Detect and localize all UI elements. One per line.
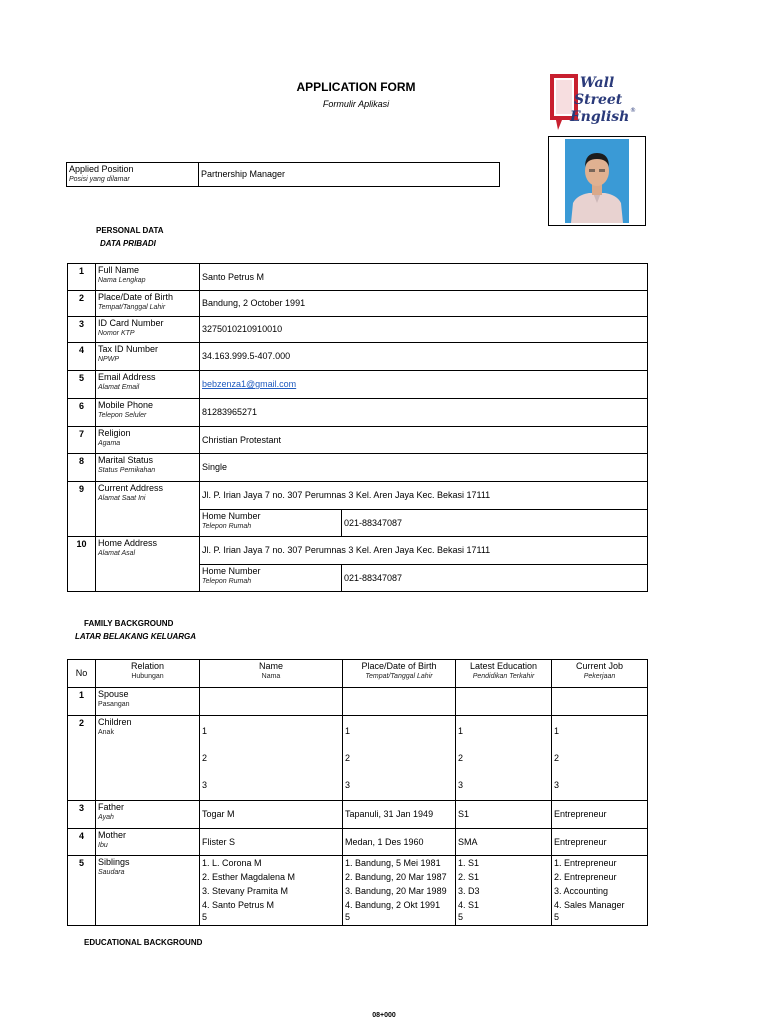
children-job[interactable] [552,716,648,801]
home-number-label-cell [200,565,342,592]
educational-background-title: EDUCATIONAL BACKGROUND [84,938,203,947]
row-sub: Pasangan [98,701,130,708]
list-item: 1 [202,726,208,736]
siblings-birth[interactable] [343,856,456,926]
marital-status-value[interactable]: Single [200,454,648,482]
row-number: 5 [68,371,96,399]
list-item: 4. Sales Manager [554,900,625,910]
header-name [200,660,343,688]
row-sub: Nama Lengkap [98,277,146,284]
header-sub: Hubungan [131,673,164,680]
row-number: 4 [68,829,96,856]
table-row [68,482,648,510]
mobile-phone-value[interactable]: 81283965271 [200,399,648,427]
personal-data-sub: DATA PRIBADI [100,239,156,248]
table-row [68,829,648,856]
row-sub: NPWP [98,356,119,363]
siblings-education[interactable] [456,856,552,926]
header-sub: Tempat/Tanggal Lahir [365,673,433,680]
birth-value[interactable]: Bandung, 2 October 1991 [200,291,648,317]
header-label: Relation [130,661,165,671]
list-item: 3 [458,780,464,790]
home-number-sub: Telepon Rumah [202,578,252,585]
row-label-cell [96,482,200,537]
religion-value[interactable]: Christian Protestant [200,427,648,454]
home-number-value[interactable]: 021-88347087 [342,565,648,592]
row-sub: Agama [98,440,121,447]
row-number: 3 [68,801,96,829]
row-number: 1 [68,688,96,716]
list-item: 2 [554,753,560,763]
row-sub: Ibu [98,842,108,849]
row-number: 4 [68,343,96,371]
row-label-cell [96,371,200,399]
logo-line-2: Street [574,92,623,108]
header-sub: Pendidikan Terkahir [472,673,535,680]
mother-job[interactable]: Entrepreneur [552,829,648,856]
table-row [68,856,648,926]
page-subtitle: Formulir Aplikasi [322,99,390,109]
table-row [68,317,648,343]
spouse-birth[interactable] [343,688,456,716]
id-card-value[interactable]: 3275010210910010 [200,317,648,343]
header-label: No [75,668,88,678]
list-item: 2 [202,753,208,763]
home-address-value[interactable]: Jl. P. Irian Jaya 7 no. 307 Perumnas 3 Kel. Aren Jaya Kec. Bekasi 17111 [200,537,648,565]
list-item: 2. Bandung, 20 Mar 1987 [345,872,447,882]
logo-line-1: Wall [580,75,615,91]
row-label-cell [96,829,200,856]
header-label: Place/Date of Birth [361,661,437,671]
list-item: 3. Accounting [554,886,609,896]
table-row [68,291,648,317]
list-item: 2. Entrepreneur [554,872,617,882]
siblings-job[interactable] [552,856,648,926]
row-number: 2 [68,716,96,801]
home-number-label: Home Number [202,566,261,576]
applied-position-box [66,162,500,187]
family-background-sub: LATAR BELAKANG KELUARGA [75,632,197,641]
row-number: 7 [68,427,96,454]
list-item: 1. S1 [458,858,480,868]
row-label: Children [98,717,132,727]
table-row [68,399,648,427]
row-sub: Telepon Seluler [98,412,147,419]
mother-education[interactable]: SMA [456,829,552,856]
list-item: 5 [345,912,351,922]
children-education[interactable] [456,716,552,801]
header-sub: Nama [261,673,281,680]
row-number: 2 [68,291,96,317]
applied-position-label-cell [67,163,199,186]
table-row [68,371,648,399]
list-item: 5 [202,912,208,922]
row-label-cell [96,801,200,829]
list-item: 1. Entrepreneur [554,858,617,868]
header-label: Name [258,661,283,671]
list-item: 4. Bandung, 2 Okt 1991 [345,900,441,910]
father-education[interactable]: S1 [456,801,552,829]
row-label-cell [96,454,200,482]
list-item: 5 [554,912,560,922]
row-label-cell [96,856,200,926]
table-row [68,343,648,371]
list-item: 3 [554,780,560,790]
row-sub: Tempat/Tanggal Lahir [98,304,166,311]
row-label-cell [96,688,200,716]
father-birth[interactable]: Tapanuli, 31 Jan 1949 [343,801,456,829]
family-background-title: FAMILY BACKGROUND [84,619,174,628]
photo-image [565,139,629,223]
row-label: Religion [98,428,131,438]
list-item: 3 [345,780,351,790]
row-label: Place/Date of Birth [98,292,174,302]
header-job [552,660,648,688]
logo-line-3: English [570,109,630,125]
spouse-job[interactable] [552,688,648,716]
mother-name[interactable]: Flister S [200,829,343,856]
row-label-cell [96,427,200,454]
list-item: 1 [345,726,351,736]
row-label-cell [96,291,200,317]
header-no [68,660,96,688]
home-number-sub: Telepon Rumah [202,523,252,530]
father-name[interactable]: Togar M [200,801,343,829]
email-cell [200,371,648,399]
email-link[interactable]: bebzenza1@gmail.com [202,379,297,389]
list-item: 3. D3 [458,886,480,896]
list-item: 3 [202,780,208,790]
applied-position-label: Applied Position [69,164,134,174]
siblings-name[interactable] [200,856,343,926]
list-item: 2. Esther Magdalena M [202,872,296,882]
row-label-cell [96,399,200,427]
row-sub: Alamat Asal [98,550,136,557]
row-label: Spouse [98,689,129,699]
table-row [68,688,648,716]
list-item: 3. Bandung, 20 Mar 1989 [345,886,447,896]
list-item: 3. Stevany Pramita M [202,886,289,896]
row-label-cell [96,264,200,291]
personal-data-table [67,263,648,592]
spouse-name[interactable] [200,688,343,716]
list-item: 2 [458,753,464,763]
row-label: Email Address [98,372,156,382]
row-number: 9 [68,482,96,537]
list-item: 1 [554,726,560,736]
row-number: 8 [68,454,96,482]
list-item: 4. S1 [458,900,480,910]
row-label-cell [96,716,200,801]
page-footer: 08+000 [372,1012,396,1019]
home-number-label-cell [200,510,342,537]
row-label-cell [96,537,200,592]
list-item: 2. S1 [458,872,480,882]
applied-position-value[interactable]: Partnership Manager [201,169,286,179]
children-name[interactable] [200,716,343,801]
row-sub: Ayah [98,814,114,821]
father-job[interactable]: Entrepreneur [552,801,648,829]
home-number-label: Home Number [202,511,261,521]
mother-birth[interactable]: Medan, 1 Des 1960 [343,829,456,856]
list-item: 2 [345,753,351,763]
wall-street-english-logo [544,70,638,134]
header-relation [96,660,200,688]
row-sub: Status Pernikahan [98,467,156,474]
row-label: Home Address [98,538,158,548]
row-sub: Nomor KTP [98,330,135,337]
row-label: Father [98,802,125,812]
list-item: 1. L. Corona M [202,858,262,868]
table-row [68,454,648,482]
row-label: Mother [98,830,127,840]
header-label: Current Job [575,661,624,671]
spouse-education[interactable] [456,688,552,716]
row-label: Tax ID Number [98,344,159,354]
table-row [68,716,648,801]
table-row [68,264,648,291]
header-label: Latest Education [469,661,538,671]
row-number: 5 [68,856,96,926]
row-label: ID Card Number [98,318,164,328]
table-row [68,537,648,565]
applicant-photo [548,136,646,226]
row-label: Mobile Phone [98,400,154,410]
row-label-cell [96,343,200,371]
family-background-table [67,659,648,926]
row-number: 10 [68,537,96,592]
children-birth[interactable] [343,716,456,801]
logo-registered-mark: ® [630,107,636,114]
row-sub: Saudara [98,869,125,876]
list-item: 1 [458,726,464,736]
row-sub: Alamat Saat Ini [98,495,146,502]
row-label: Full Name [98,265,140,275]
page-title: APPLICATION FORM [296,80,416,94]
personal-data-title: PERSONAL DATA [96,226,164,235]
row-label-cell [96,317,200,343]
header-birth [343,660,456,688]
header-sub: Pekerjaan [583,673,616,680]
current-address-value[interactable]: Jl. P. Irian Jaya 7 no. 307 Perumnas 3 Kel. Aren Jaya Kec. Bekasi 17111 [200,482,648,510]
table-row [68,427,648,454]
table-header-row [68,660,648,688]
list-item: 1. Bandung, 5 Mei 1981 [345,858,441,868]
header-education [456,660,552,688]
row-label: Current Address [98,483,164,493]
row-number: 6 [68,399,96,427]
row-sub: Anak [98,729,114,736]
full-name-value[interactable]: Santo Petrus M [200,264,648,291]
row-label: Marital Status [98,455,154,465]
list-item: 4. Santo Petrus M [202,900,275,910]
tax-id-value[interactable]: 34.163.999.5-407.000 [200,343,648,371]
applied-position-sub: Posisi yang dilamar [69,176,130,183]
row-label: Siblings [98,857,130,867]
row-number: 3 [68,317,96,343]
table-row [68,801,648,829]
home-number-value[interactable]: 021-88347087 [342,510,648,537]
list-item: 5 [458,912,464,922]
row-sub: Alamat Email [98,384,140,391]
row-number: 1 [68,264,96,291]
